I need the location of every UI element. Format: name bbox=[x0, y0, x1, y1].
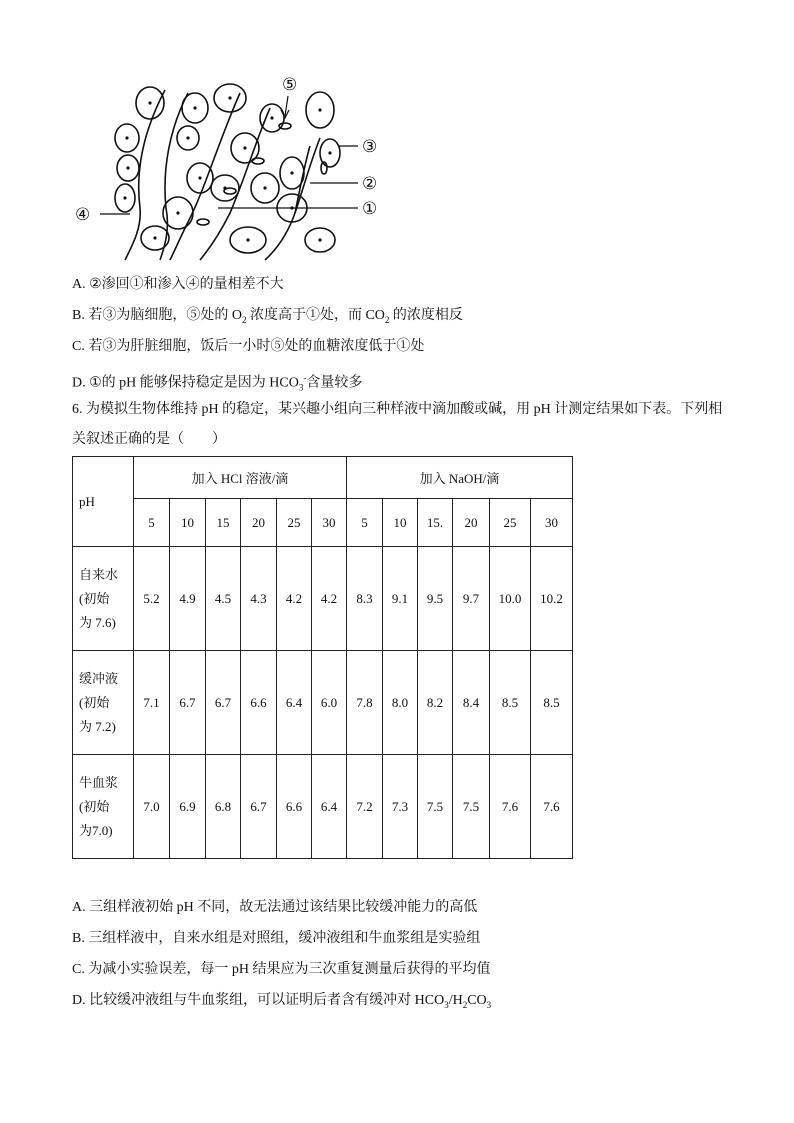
table-cell: 9.5 bbox=[418, 547, 453, 651]
table-cell: 10.2 bbox=[531, 547, 573, 651]
ph-table bbox=[72, 456, 573, 859]
label-3: ③ bbox=[362, 137, 378, 157]
table-cell: 6.7 bbox=[206, 651, 241, 755]
row-label: 缓冲液 (初始 为 7.2) bbox=[73, 651, 134, 755]
q5-option-c[interactable]: C. 若③为肝脏细胞，饭后一小时⑤处的血糖浓度低于①处 bbox=[72, 339, 425, 354]
table-cell: 6.7 bbox=[241, 755, 277, 859]
hcl-drop: 15 bbox=[206, 499, 241, 547]
table-cell: 7.8 bbox=[347, 651, 383, 755]
table-cell: 6.8 bbox=[206, 755, 241, 859]
table-cell: 6.4 bbox=[312, 755, 347, 859]
q6-option-a[interactable]: A. 三组样液初始 pH 不同，故无法通过该结果比较缓冲能力的高低 bbox=[72, 900, 478, 915]
table-cell: 8.3 bbox=[347, 547, 383, 651]
naoh-drop: 20 bbox=[453, 499, 490, 547]
table-cell: 9.1 bbox=[383, 547, 418, 651]
table-cell: 6.7 bbox=[170, 651, 206, 755]
naoh-drop: 25 bbox=[490, 499, 531, 547]
table-cell: 7.5 bbox=[453, 755, 490, 859]
table-cell: 4.5 bbox=[206, 547, 241, 651]
naoh-drop: 5 bbox=[347, 499, 383, 547]
table-cell: 9.7 bbox=[453, 547, 490, 651]
table-cell: 6.6 bbox=[277, 755, 312, 859]
table-cell: 4.2 bbox=[312, 547, 347, 651]
table-cell: 7.5 bbox=[418, 755, 453, 859]
table-cell: 7.6 bbox=[490, 755, 531, 859]
naoh-header: 加入 NaOH/滴 bbox=[347, 457, 573, 499]
hcl-drop: 25 bbox=[277, 499, 312, 547]
label-4: ④ bbox=[75, 205, 91, 225]
hcl-drop: 5 bbox=[134, 499, 170, 547]
hcl-drop: 30 bbox=[312, 499, 347, 547]
hcl-drop: 20 bbox=[241, 499, 277, 547]
q5-option-d[interactable]: D. ①的 pH 能够保持稳定是因为 $HCO_3^-$含量较多 bbox=[72, 373, 363, 393]
blood-cell bbox=[252, 158, 264, 164]
row-label: 自来水 (初始 为 7.6) bbox=[73, 547, 134, 651]
label-1: ① bbox=[362, 199, 378, 219]
naoh-drop: 30 bbox=[531, 499, 573, 547]
label-5: ⑤ bbox=[282, 75, 298, 95]
q6-line1: 6. 为模拟生物体维持 pH 的稳定，某兴趣小组向三种样液中滴加酸或碱，用 pH 计测定结果如下表。下列相 bbox=[72, 402, 723, 417]
table-cell: 8.0 bbox=[383, 651, 418, 755]
table-cell: 8.4 bbox=[453, 651, 490, 755]
table-cell: 7.0 bbox=[134, 755, 170, 859]
naoh-drop: 10 bbox=[383, 499, 418, 547]
table-cell: 8.2 bbox=[418, 651, 453, 755]
table-cell: 8.5 bbox=[490, 651, 531, 755]
table-cell: 6.9 bbox=[170, 755, 206, 859]
q6-option-c[interactable]: C. 为减小实验误差，每一 pH 结果应为三次重复测量后获得的平均值 bbox=[72, 962, 491, 977]
table-cell: 6.4 bbox=[277, 651, 312, 755]
table-row bbox=[73, 547, 573, 651]
hcl-header: 加入 HCl 溶液/滴 bbox=[134, 457, 347, 499]
table-cell: 4.3 bbox=[241, 547, 277, 651]
q6-option-d[interactable]: D. 比较缓冲液组与牛血浆组，可以证明后者含有缓冲对 $HCO_3/H_2CO_3$ bbox=[72, 993, 492, 1010]
table-row bbox=[73, 755, 573, 859]
table-cell: 6.6 bbox=[241, 651, 277, 755]
q6-stem bbox=[72, 395, 772, 455]
table-cell: 7.1 bbox=[134, 651, 170, 755]
row-label: 牛血浆 (初始 为7.0) bbox=[73, 755, 134, 859]
vessel-wall-left-inner bbox=[160, 93, 188, 260]
q5-option-a[interactable]: A. ②渗回①和渗入④的量相差不大 bbox=[72, 277, 284, 292]
tissue-diagram bbox=[70, 68, 400, 263]
table-cell: 5.2 bbox=[134, 547, 170, 651]
table-row bbox=[73, 651, 573, 755]
hcl-drop: 10 bbox=[170, 499, 206, 547]
naoh-drop: 15. bbox=[418, 499, 453, 547]
table-cell: 4.2 bbox=[277, 547, 312, 651]
table-cell: 7.3 bbox=[383, 755, 418, 859]
table-cell: 10.0 bbox=[490, 547, 531, 651]
capillary-wall-right-1 bbox=[200, 108, 270, 260]
table-cell: 7.2 bbox=[347, 755, 383, 859]
q6-line2: 关叙述正确的是（ ） bbox=[72, 432, 226, 447]
label-2: ② bbox=[362, 174, 378, 194]
q5-option-b[interactable]: B. 若③为脑细胞，⑤处的 $O_2$ 浓度高于①处，而 $CO_2$ 的浓度相反 bbox=[72, 308, 463, 325]
q6-option-b[interactable]: B. 三组样液中，自来水组是对照组，缓冲液组和牛血浆组是实验组 bbox=[72, 931, 481, 946]
blood-cell bbox=[197, 219, 209, 225]
table-cell: 6.0 bbox=[312, 651, 347, 755]
table-corner: pH bbox=[73, 457, 134, 547]
table-cell: 8.5 bbox=[531, 651, 573, 755]
table-cell: 7.6 bbox=[531, 755, 573, 859]
blood-cell bbox=[279, 123, 291, 129]
table-cell: 4.9 bbox=[170, 547, 206, 651]
